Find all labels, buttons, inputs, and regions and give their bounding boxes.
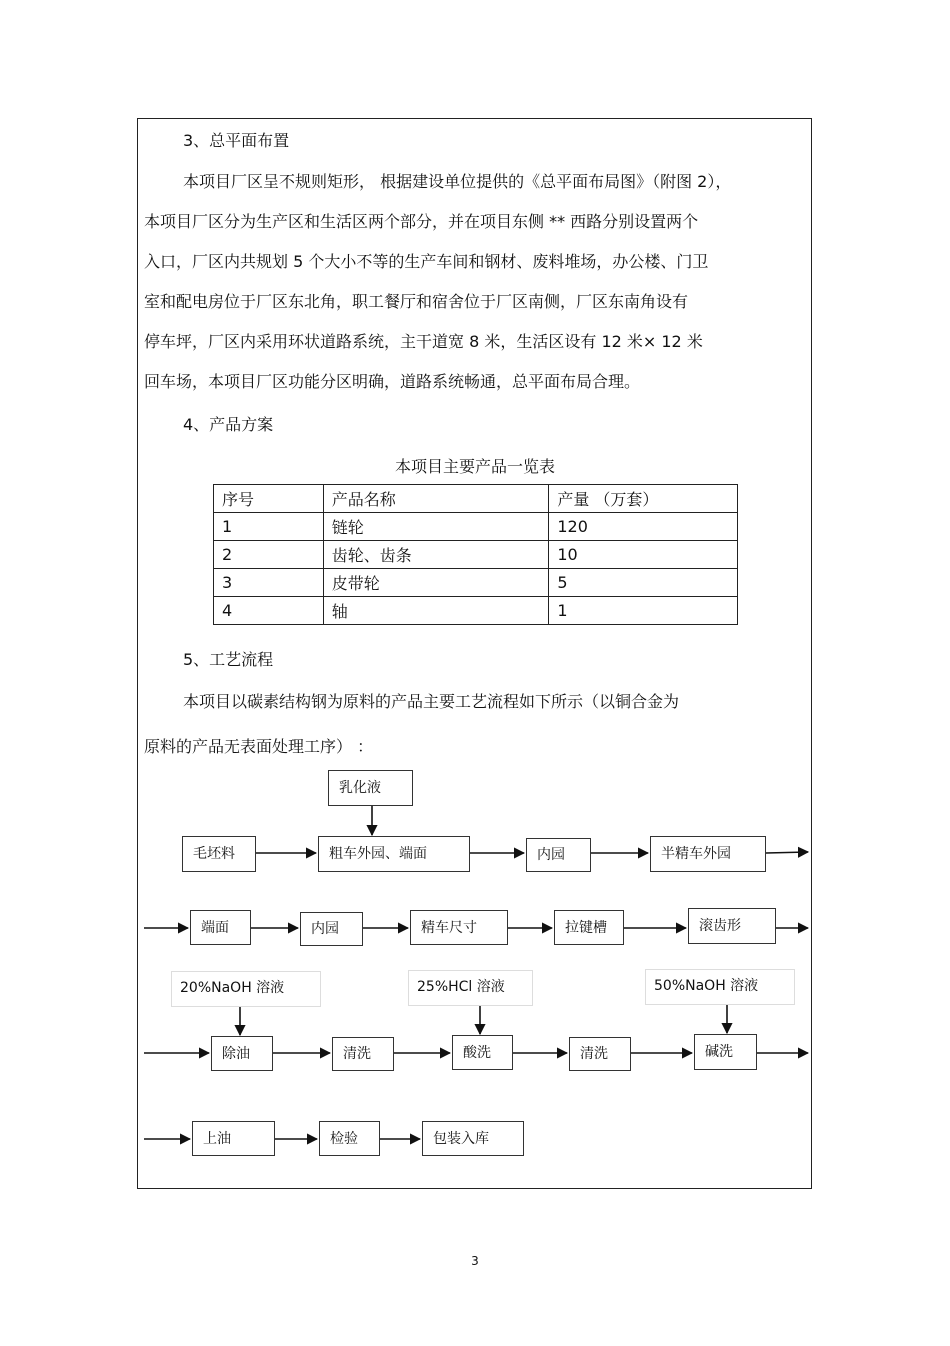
flow-input-emulsion: 乳化液 [328, 770, 413, 806]
section3-line-2: 本项目厂区分为生产区和生活区两个部分，并在项目东侧 ** 西路分别设置两个 [144, 212, 699, 231]
section3-line-3: 入口，厂区内共规划 5 个大小不等的生产车间和钢材、废料堆场，办公楼、门卫 [144, 252, 709, 271]
flow-step-end-face: 端面 [190, 910, 251, 945]
flow-step-blank: 毛坯料 [182, 836, 256, 872]
flow-step-rinse-1: 清洗 [332, 1037, 394, 1071]
cell-output: 10 [549, 541, 738, 569]
section3-heading: 3、总平面布置 [183, 131, 290, 150]
flow-step-degrease: 除油 [211, 1036, 273, 1071]
section5-intro-line-2: 原料的产品无表面处理工序） ： [144, 737, 374, 756]
flow-step-inner-bore: 内园 [526, 838, 591, 872]
cell-index: 4 [214, 597, 324, 625]
table-caption: 本项目主要产品一览表 [394, 457, 555, 476]
arrow-r1-out [766, 852, 808, 853]
section3-line-5: 停车坪，厂区内采用环状道路系统，主干道宽 8 米，生活区设有 12 米× 12 米 [144, 332, 703, 351]
section5-intro-line-1: 本项目以碳素结构钢为原料的产品主要工艺流程如下所示（以铜合金为 [183, 692, 680, 711]
cell-output: 5 [549, 569, 738, 597]
cell-name: 轴 [323, 597, 549, 625]
section3-line-6: 回车场，本项目厂区功能分区明确，道路系统畅通，总平面布局合理。 [144, 372, 641, 391]
flow-step-rinse-2: 清洗 [569, 1037, 631, 1071]
section4-heading: 4、产品方案 [183, 415, 274, 434]
cell-name: 链轮 [323, 513, 549, 541]
cell-name: 齿轮、齿条 [323, 541, 549, 569]
flow-step-alkali-wash: 碱洗 [694, 1034, 757, 1070]
flow-input-naoh50: 50%NaOH 溶液 [645, 969, 795, 1005]
column-header-name: 产品名称 [323, 485, 549, 513]
flow-step-inspection: 检验 [319, 1121, 380, 1156]
flow-step-pickling: 酸洗 [452, 1035, 513, 1070]
section5-heading: 5、工艺流程 [183, 650, 274, 669]
cell-index: 2 [214, 541, 324, 569]
flow-step-semi-finish: 半精车外园 [650, 836, 766, 872]
flow-step-finish-size: 精车尺寸 [410, 910, 508, 945]
column-header-index: 序号 [214, 485, 324, 513]
page-number: 3 [471, 1254, 479, 1268]
cell-output: 1 [549, 597, 738, 625]
cell-name: 皮带轮 [323, 569, 549, 597]
section3-line-4: 室和配电房位于厂区东北角，职工餐厅和宿舍位于厂区南侧，厂区东南角设有 [144, 292, 689, 311]
cell-index: 1 [214, 513, 324, 541]
section3-line-1: 本项目厂区呈不规则矩形， 根据建设单位提供的《总平面布局图》（附图 2）， [183, 172, 732, 191]
flow-step-rough-turn: 粗车外园、端面 [318, 836, 470, 872]
flow-step-keyway: 拉键槽 [554, 910, 624, 945]
cell-index: 3 [214, 569, 324, 597]
column-header-output: 产量 （万套） [549, 485, 738, 513]
flow-step-inner-bore-2: 内园 [300, 912, 363, 946]
flow-step-gear-hob: 滚齿形 [688, 908, 776, 944]
flow-input-hcl25: 25%HCl 溶液 [408, 970, 533, 1006]
flow-step-oiling: 上油 [192, 1121, 275, 1156]
flow-input-naoh20: 20%NaOH 溶液 [171, 971, 321, 1007]
flow-step-packing: 包装入库 [422, 1121, 524, 1156]
cell-output: 120 [549, 513, 738, 541]
